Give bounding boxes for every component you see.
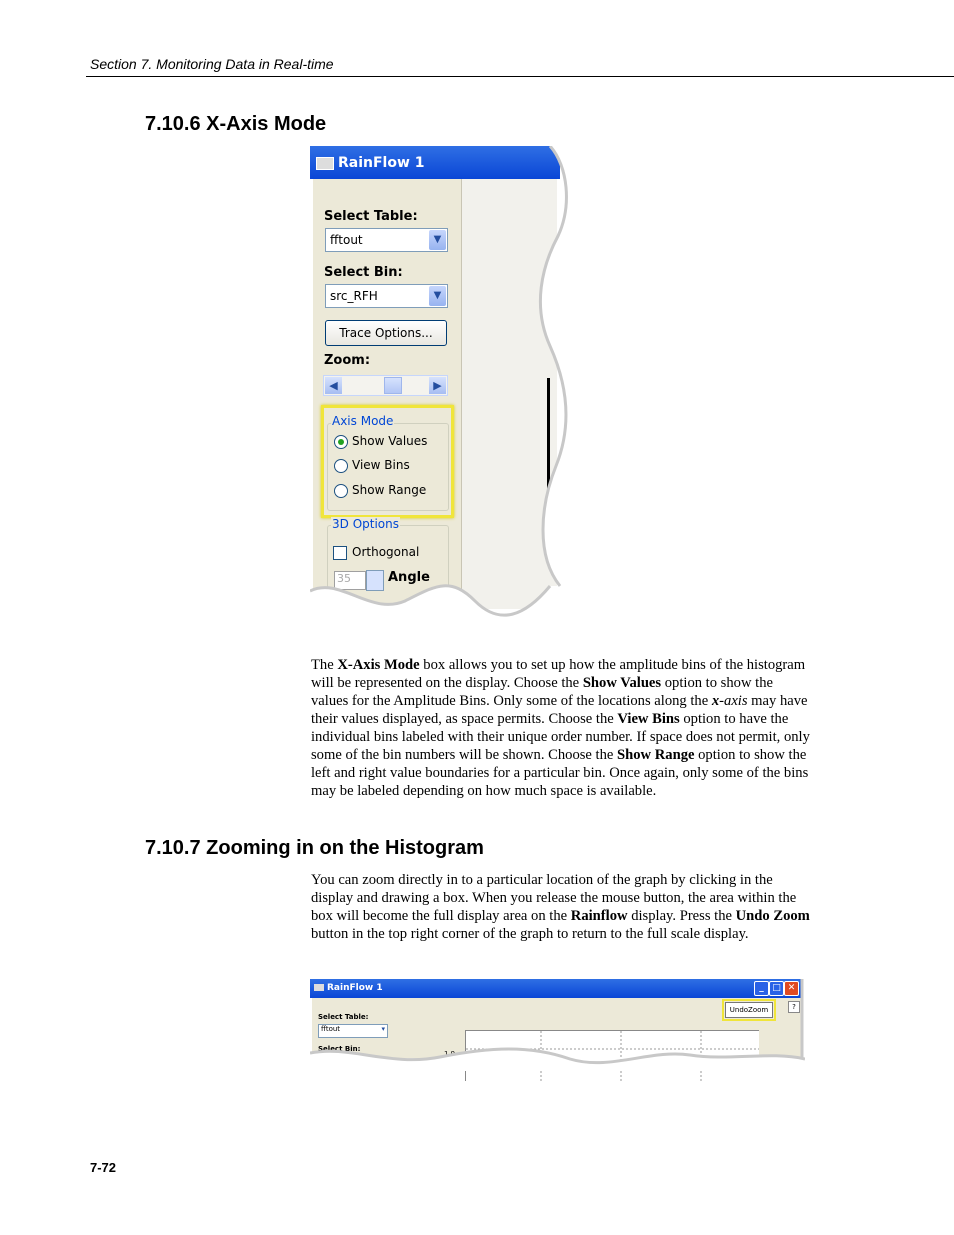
show-range-label: Show Range — [352, 483, 427, 497]
text-run: The — [311, 657, 338, 673]
chevron-down-icon[interactable]: ▼ — [429, 230, 446, 250]
window-title: RainFlow 1 — [338, 155, 425, 171]
help-button[interactable]: ? — [788, 1001, 800, 1013]
y-axis-tick: 1.9 — [444, 1050, 456, 1058]
text-run: button in the top right corner of the graph to return to the full scale display. — [311, 926, 749, 942]
header-rule — [86, 76, 954, 77]
text-run: option to have the individual bins labeled with their unique order number. If space does not permit, only some of the bin numbers will be shown. Choose the — [311, 711, 810, 763]
select-bin-label: Select Bin: — [324, 265, 403, 280]
text-run: option to show the left and right value boundaries for a particular bin. Once again, only some of the bins may be labeled depending on how much space is available. — [311, 747, 809, 799]
angle-label: Angle — [388, 570, 430, 585]
show-values-label: Show Values — [352, 434, 428, 448]
3d-options-title: 3D Options — [332, 517, 399, 531]
chevron-down-icon[interactable]: ▾ — [381, 1025, 385, 1033]
close-icon[interactable]: ✕ — [784, 981, 799, 996]
select-bin-label-small: Select Bin: — [318, 1045, 361, 1053]
text-run: Undo Zoom — [735, 908, 810, 924]
view-bins-label: View Bins — [352, 458, 410, 472]
window-title-small: RainFlow 1 — [327, 983, 383, 993]
section-heading-x-axis-mode: 7.10.6 X-Axis Mode — [145, 113, 327, 135]
text-run: box allows you to set up how the amplitude bins of the histogram will be represented on the display. Choose the — [311, 657, 806, 691]
chevron-left-icon[interactable]: ◀ — [325, 377, 342, 394]
angle-value: 35 — [337, 572, 351, 585]
text-run: Rainflow — [570, 908, 628, 924]
maximize-icon[interactable]: □ — [769, 981, 784, 996]
text-run: X-Axis Mode — [337, 657, 420, 673]
page-number: 7-72 — [90, 1160, 117, 1175]
text-run: option to show the values for the Amplitude Bins. Only some of the locations along the — [311, 675, 773, 709]
axis-mode-title: Axis Mode — [332, 414, 394, 428]
running-head: Section 7. Monitoring Data in Real-time — [90, 56, 334, 72]
zooming-paragraph — [311, 871, 811, 943]
text-run: may have their values displayed, as space permits. Choose the — [311, 693, 808, 727]
trace-options-button[interactable]: Trace Options... — [325, 320, 447, 346]
select-bin-value: src_RFH — [330, 289, 378, 303]
chevron-down-icon[interactable]: ▼ — [429, 286, 446, 306]
select-table-label: Select Table: — [324, 209, 418, 224]
rainflow-zoom-screenshot — [310, 979, 805, 1071]
minimize-icon[interactable]: _ — [754, 981, 769, 996]
text-run: x — [711, 693, 720, 709]
section-heading-zooming: 7.10.7 Zooming in on the Histogram — [145, 837, 484, 859]
orthogonal-label: Orthogonal — [352, 545, 420, 559]
torn-edge-mask-small — [310, 979, 805, 1071]
text-run: Show Values — [582, 675, 662, 691]
text-run: Show Range — [617, 747, 695, 763]
torn-edge-mask — [310, 146, 572, 638]
undo-zoom-button[interactable]: UndoZoom — [725, 1002, 773, 1018]
select-table-value: fftout — [330, 233, 363, 247]
text-run: display. Press the — [627, 908, 736, 924]
text-run: View Bins — [617, 711, 680, 727]
chevron-right-icon[interactable]: ▶ — [429, 377, 446, 394]
zoom-label: Zoom: — [324, 353, 371, 368]
x-axis-mode-paragraph — [311, 656, 811, 800]
select-table-label-small: Select Table: — [318, 1013, 369, 1021]
text-run: You can zoom directly in to a particular location of the graph by clicking in the display and drawing a box. When you release the mouse button, the area within the box will become the full display area on the — [311, 872, 797, 924]
text-run: -axis — [719, 693, 748, 709]
select-table-value-small: fftout — [321, 1025, 341, 1033]
rainflow-panel-screenshot — [310, 146, 570, 636]
